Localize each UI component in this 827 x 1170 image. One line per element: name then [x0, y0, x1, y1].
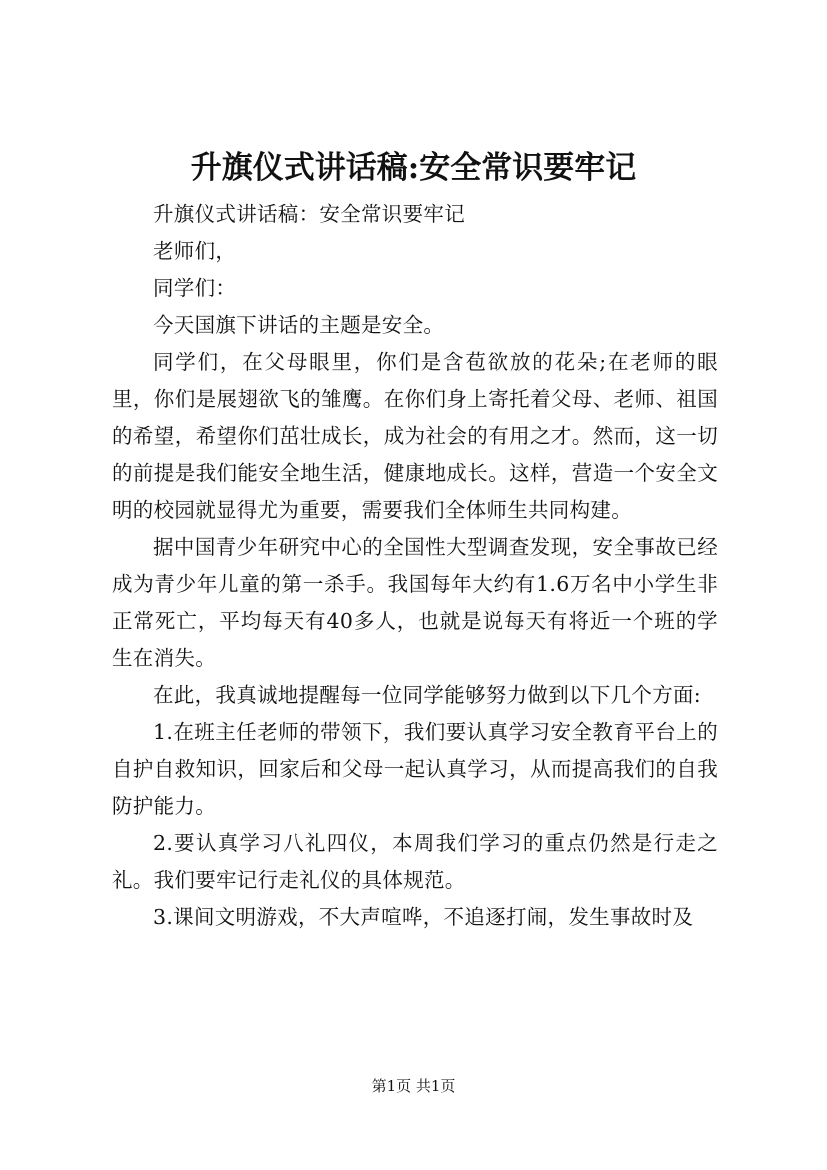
paragraph-topic: 今天国旗下讲话的主题是安全。 [153, 313, 445, 337]
paragraph-subtitle: 升旗仪式讲话稿：安全常识要牢记 [153, 202, 465, 226]
page-number-footer: 第1页 共1页 [371, 1077, 456, 1095]
document-title: 升旗仪式讲话稿:安全常识要牢记 [190, 150, 637, 186]
list-item: 2.要认真学习八礼四仪，本周我们学习的重点仍然是行走之礼。我们要牢记行走礼仪的具体规范。 [112, 831, 718, 892]
paragraph-greeting-students: 同学们： [153, 276, 237, 300]
list-item: 1.在班主任老师的带领下，我们要认真学习安全教育平台上的自护自救知识，回家后和父母一起认真学习，从而提高我们的自我防护能力。 [112, 720, 718, 818]
list-item: 3.课间文明游戏，不大声喧哗，不追逐打闹，发生事故时及 [153, 905, 694, 929]
paragraph-body: 在此，我真诚地提醒每一位同学能够努力做到以下几个方面: [153, 683, 702, 707]
paragraph-greeting-teachers: 老师们， [153, 239, 237, 263]
paragraph-body: 据中国青少年研究中心的全国性大型调查发现，安全事故已经成为青少年儿童的第一杀手。我国每年大约有1.6万名中小学生非正常死亡，平均每天有40多人，也就是说每天有将近一个班的学生在消失。 [112, 535, 718, 670]
paragraph-body: 同学们，在父母眼里，你们是含苞欲放的花朵;在老师的眼里，你们是展翅欲飞的雏鹰。在你们身上寄托着父母、老师、祖国的希望，希望你们茁壮成长，成为社会的有用之才。然而，这一切的前提是我们能安全地生活，健康地成长。这样，营造一个安全文明的校园就显得尤为重要，需要我们全体师生共同构建。 [112, 350, 718, 522]
document-body [112, 196, 718, 936]
